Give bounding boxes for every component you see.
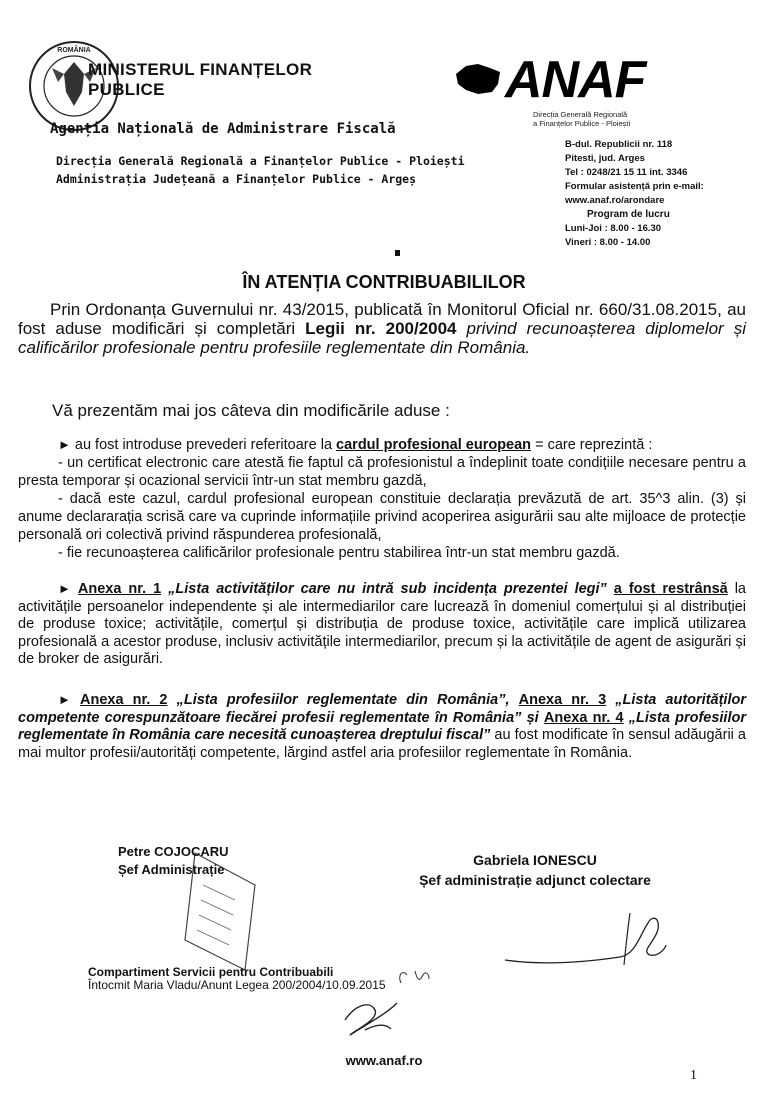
hours-title: Program de lucru	[587, 209, 670, 220]
agency-name: Agenția Națională de Administrare Fiscală	[50, 121, 396, 137]
intro-paragraph: Prin Ordonanța Guvernului nr. 43/2015, publicată în Monitorul Oficial nr. 660/31.08.2015, au fost aduse modificări și completări Legii nr. 200/2004 privind recunoașterea diplomelor și calificărilor profesionale pentru profesiile reglementate din România.	[18, 300, 746, 357]
bullet-arrow-icon: ►	[58, 437, 71, 452]
anaf-logo: ANAF	[505, 51, 646, 109]
bullet1-item3: - fie recunoașterea calificărilor profesionale pentru stabilirea într-un stat membru gazdă.	[58, 545, 620, 561]
bullet-arrow-icon: ►	[58, 581, 71, 596]
page-title: ÎN ATENȚIA CONTRIBUABILILOR	[242, 272, 526, 292]
page-number: 1	[690, 1068, 697, 1083]
ministry-line2: PUBLICE	[88, 80, 165, 99]
bullet1-item1: - un certificat electronic care atestă fie faptul că profesionistul a îndeplinit toate condițiile necesare pentru a presta temporar și ocazional servicii într-un stat membru gazdă,	[18, 455, 746, 489]
handwritten-initials	[395, 965, 435, 990]
left-signer-role: Șef Administrație	[118, 862, 225, 877]
signature-right	[400, 850, 670, 890]
footer-website[interactable]: www.anaf.ro	[345, 1053, 423, 1068]
contact-block	[565, 138, 704, 250]
contact-tel: Tel : 0248/21 15 11 int. 3346	[565, 167, 688, 178]
svg-text:ROMÂNIA: ROMÂNIA	[57, 47, 91, 54]
contact-address: B-dul. Republicii nr. 118	[565, 139, 673, 150]
prepared-by: Întocmit Maria Vladu/Anunt Legea 200/2004/10.09.2015	[88, 978, 386, 992]
law-reference: Legii nr. 200/2004	[305, 319, 457, 338]
bullet-card-profesional: ► au fost introduse prevederi referitoare la cardul profesional european = care reprezintă : - un certificat electronic care atestă fie faptul că profesionistul a îndeplinit toate condițiile necesare pentru a presta temporar și ocazional servicii într-un stat membru gazdă, - dacă este cazul, cardul profesional european constituie declarația prevăzută de art. 35^3 alin. (3) și anume declararația scrisă care va cuprinde informațiile privind acoperirea asigurării sau alte mijloace de protecție personală ori colectivă privind răspunderea profesională, - fie recunoașterea calificărilor profesionale pentru stabilirea într-un stat membru gazdă.	[18, 437, 746, 561]
left-signer-name: Petre COJOCARU	[118, 844, 229, 859]
bullet1-item2: - dacă este cazul, cardul profesional european constituie declarația prevăzută de art. 35^3 alin. (3) și anume declararația scrisă care va cuprinde informațiile privind acoperirea asigurării sau alte mijloace de protecție personală ori colectivă privind răspunderea profesională,	[18, 491, 746, 543]
bullet-arrow-icon: ►	[58, 692, 71, 707]
romania-map-icon	[452, 60, 504, 100]
hours-fri: Vineri : 8.00 - 14.00	[565, 237, 651, 248]
compartment-block	[88, 966, 386, 992]
intro-lead: Vă prezentăm mai jos câteva din modificările aduse :	[52, 401, 450, 420]
bullet-anexa-2-3-4: ► Anexa nr. 2 „Lista profesiilor reglementate din România”, Anexa nr. 3 „Lista autorităților competente corespunzătoare fiecărei profesii reglementate în România” și Anexa nr. 4 „Lista profesiilor reglementate în România care necesită cunoașterea dreptului fiscal” au fost modificate în sensul adăugării a mai multor profesii/autorități competente, lărgind astfel aria profesiilor reglementate în România.	[18, 692, 746, 761]
card-term: cardul profesional european	[336, 437, 532, 453]
administration-name: Administrația Județeană a Finanțelor Publice - Argeș	[56, 172, 417, 186]
contact-form-label: Formular asistență prin e-mail:	[565, 181, 704, 192]
contact-form-url[interactable]: www.anaf.ro/arondare	[565, 195, 665, 206]
ministry-name	[88, 60, 312, 100]
right-signer-role: Șef administrație adjunct colectare	[419, 872, 651, 888]
handwritten-signature-right	[500, 905, 670, 975]
bullet-anexa-1: ► Anexa nr. 1 „Lista activităților care nu intră sub incidența prezentei legi” a fost restrânsă la activitățile persoanelor independente și ale intermediarilor care lucrează în domeniul comerțului și al distribuției de produse toxice; activitățile, comerțul și distribuția de produse toxice, activitățile care implică utilizarea profesională a acestor produse, inclusiv activitățile intermediarilor, precum și la activitățile de agent de asigurări și de broker de asigurări.	[18, 581, 746, 667]
ministry-line1: MINISTERUL FINANȚELOR	[88, 60, 313, 79]
directorate-name: Direcția Generală Regională a Finanțelor Publice - Ploiești	[56, 154, 465, 168]
handwritten-signature-bottom	[335, 985, 405, 1045]
contact-city: Pitesti, jud. Arges	[565, 153, 645, 164]
right-signer-name: Gabriela IONESCU	[473, 852, 597, 868]
ink-dot	[395, 250, 400, 256]
signature-left	[118, 843, 229, 879]
logo-subtitle: Direcția Generală Regională a Finanțelor Publice - Ploiești	[533, 110, 631, 128]
compartment-name: Compartiment Servicii pentru Contribuabili	[88, 965, 334, 979]
hours-mon-thu: Luni-Joi : 8.00 - 16.30	[565, 223, 662, 234]
